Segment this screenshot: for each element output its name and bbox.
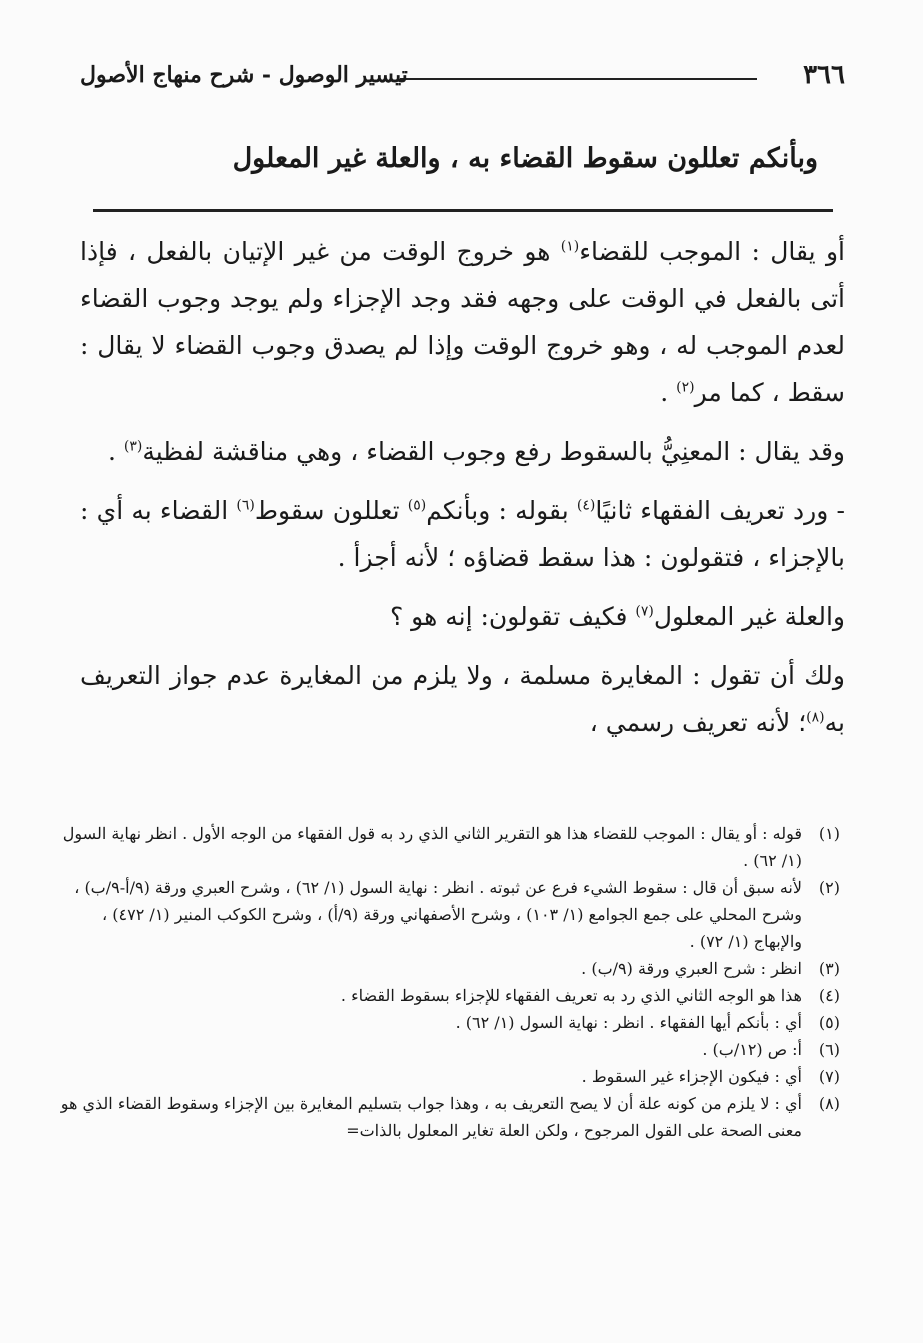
page-number: ٣٦٦ [803,60,845,90]
footnote-text: أ: ص (١٢/ب) . [702,1040,802,1059]
footnote-number: (٢) [818,878,840,897]
footnote [60,874,840,955]
footnote-marker: (٨) [806,709,825,726]
footnote [60,820,840,874]
footnote-marker: (١) [560,238,580,255]
footnote-marker: (٣) [123,438,143,455]
footnote-text: انظر : شرح العبري ورقة (٩/ب) . [581,959,802,978]
running-title: تيسير الوصول - شرح منهاج الأصول [80,62,408,88]
footnote-text: هذا هو الوجه الثاني الذي رد به تعريف الفقهاء للإجزاء بسقوط القضاء . [340,986,802,1005]
footnote-text: أي : فيكون الإجزاء غير السقوط . [581,1067,802,1086]
header-rule [400,78,757,80]
footnote [60,1036,840,1063]
paragraph: أو يقال : الموجب للقضاء$^{(١)}$ هو خروج الوقت من غير الإتيان بالفعل ، فإذا أتى بالفعل في الوقت على وجهه فقد وجد الإجزاء ولم يوجد وجوب القضاء لعدم الموجب له ، وهو خروج الوقت وإذا لم يصدق وجوب القضاء لا يقال : سقط ، كما مر$^{(٢)}$ . [80,237,845,407]
commentary-body [80,228,845,746]
page-header [80,60,845,100]
footnote-number: (٥) [818,1013,840,1032]
paragraph: - ورد تعريف الفقهاء ثانيًا$^{(٤)}$ بقوله : وبأنكم$^{(٥)}$ تعللون سقوط$^{(٦)}$ القضاء به أي : بالإجزاء ، فتقولون : هذا سقط قضاؤه ؛ لأنه أجزأ . [80,496,845,572]
footnote [60,982,840,1009]
footnote-text: أي : بأنكم أيها الفقهاء . انظر : نهاية السول (١/ ٦٢) . [455,1013,802,1032]
footnote-number: (٦) [818,1040,840,1059]
footnote-number: (٨) [818,1094,840,1113]
footnote-number: (٧) [818,1067,840,1086]
footnote-marker: (٧) [635,603,654,620]
footnote [60,1009,840,1036]
footnote-text: لأنه سبق أن قال : سقوط الشيء فرع عن ثبوته . انظر : نهاية السول (١/ ٦٢) ، وشرح العبري ورقة (٩/أ-٩/ب) ، وشرح المحلي على جمع الجوامع (١/ ١٠٣) ، وشرح الأصفهاني ورقة (٩/أ) ، وشرح الكوكب المنير (١/ ٤٧٢) ، والإبهاج (١/ ٧٢) . [74,878,802,951]
paragraph: وقد يقال : المعنِيُّ بالسقوط رفع وجوب القضاء ، وهي مناقشة لفظية$^{(٣)}$ . [107,437,845,466]
footnote-text: قوله : أو يقال : الموجب للقضاء هذا هو التقرير الثاني الذي رد به قول الفقهاء من الوجه الأول . انظر نهاية السول (١/ ٦٢) . [62,824,802,870]
footnote-text: أي : لا يلزم من كونه علة أن لا يصح التعريف به ، وهذا جواب بتسليم المغايرة بين الإجزاء وسقوط القضاء الذي هو معنى الصحة على القول المرجوح ، ولكن العلة تغاير المعلول بالذات= [60,1094,802,1140]
footnote-number: (١) [818,824,840,843]
footnote-marker: (٤) [576,497,596,514]
footnote-marker: (٥) [407,497,427,514]
matn-rule [93,209,833,212]
paragraph: ولك أن تقول : المغايرة مسلمة ، ولا يلزم من المغايرة عدم جواز التعريف به$^{(٨)}$؛ لأنه تعريف رسمي ، [80,661,845,737]
footnote-number: (٣) [818,959,840,978]
footnote [60,1063,840,1090]
footnote-marker: (٦) [236,497,255,514]
footnote-number: (٤) [818,986,840,1005]
paragraph: والعلة غير المعلول$^{(٧)}$ فكيف تقولون: إنه هو ؟ [389,602,845,631]
footnotes [60,820,840,1144]
footnote [60,1090,840,1144]
footnote-marker: (٢) [676,379,695,396]
footnote [60,955,840,982]
matn-line: وبأنكم تعللون سقوط القضاء به ، والعلة غير المعلول [232,143,818,174]
